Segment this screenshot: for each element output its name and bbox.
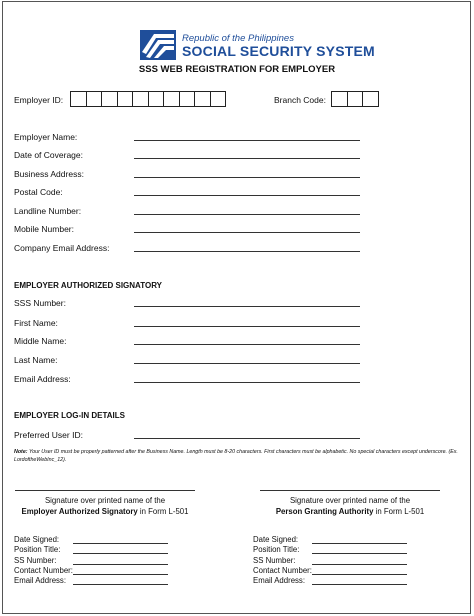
left-date-signed-label: Date Signed: <box>14 535 60 544</box>
employer-id-boxes[interactable] <box>70 91 225 107</box>
left-ss-number-field[interactable] <box>73 564 168 565</box>
signatory-signature-line[interactable] <box>15 490 195 491</box>
left-position-title-label: Position Title: <box>14 545 61 554</box>
login-heading: EMPLOYER LOG-IN DETAILS <box>14 411 125 420</box>
first-name-label: First Name: <box>14 318 58 328</box>
business-address-label: Business Address: <box>14 169 84 179</box>
signatory-caption-bold: Employer Authorized Signatory <box>21 507 138 516</box>
left-ss-number-label: SS Number: <box>14 556 57 565</box>
employer-id-label: Employer ID: <box>14 95 64 105</box>
left-date-signed-field[interactable] <box>73 543 168 544</box>
republic-text: Republic of the Philippines <box>182 33 294 44</box>
agency-name: SOCIAL SECURITY SYSTEM <box>182 43 375 59</box>
right-email-field[interactable] <box>312 584 407 585</box>
right-position-title-field[interactable] <box>312 553 407 554</box>
preferred-user-id-field[interactable] <box>134 438 360 439</box>
right-date-signed-field[interactable] <box>312 543 407 544</box>
right-ss-number-field[interactable] <box>312 564 407 565</box>
branch-code-boxes[interactable] <box>331 91 378 107</box>
mobile-number-field[interactable] <box>134 232 360 233</box>
left-email-label: Email Address: <box>14 576 67 585</box>
note-prefix: Note: <box>14 449 28 455</box>
first-name-field[interactable] <box>134 326 360 327</box>
business-address-field[interactable] <box>134 177 360 178</box>
right-ss-number-label: SS Number: <box>253 556 296 565</box>
mobile-number-label: Mobile Number: <box>14 224 74 234</box>
sss-number-label: SSS Number: <box>14 298 66 308</box>
authority-caption-line1: Signature over printed name of the <box>289 496 411 505</box>
signatory-caption-tail: in Form L-501 <box>137 507 189 516</box>
left-position-title-field[interactable] <box>73 553 168 554</box>
company-email-field[interactable] <box>134 251 360 252</box>
sss-number-field[interactable] <box>134 306 360 307</box>
landline-number-label: Landline Number: <box>14 206 82 216</box>
right-email-label: Email Address: <box>253 576 306 585</box>
date-of-coverage-label: Date of Coverage: <box>14 150 83 160</box>
last-name-label: Last Name: <box>14 355 58 365</box>
preferred-user-id-label: Preferred User ID: <box>14 430 83 440</box>
postal-code-label: Postal Code: <box>14 187 63 197</box>
date-of-coverage-field[interactable] <box>134 158 360 159</box>
employer-name-field[interactable] <box>134 140 360 141</box>
note-text: Your User ID must be properly patterned after the Business Name. Length must be 8-20 characters. First characters must be alphabetic. No special characters except underscore. (Ex. LordoftheWebInc_12). <box>14 449 458 463</box>
authority-signature-line[interactable] <box>260 490 440 491</box>
authority-caption-bold: Person Granting Authority <box>275 507 374 516</box>
middle-name-field[interactable] <box>134 344 360 345</box>
signatory-signature-caption <box>5 495 205 517</box>
left-contact-number-label: Contact Number: <box>14 566 73 575</box>
right-date-signed-label: Date Signed: <box>253 535 299 544</box>
branch-code-label: Branch Code: <box>274 95 326 105</box>
right-contact-number-label: Contact Number: <box>253 566 312 575</box>
left-email-field[interactable] <box>73 584 168 585</box>
signatory-heading: EMPLOYER AUTHORIZED SIGNATORY <box>14 281 163 290</box>
sss-logo-icon <box>140 30 176 60</box>
authority-signature-caption <box>250 495 450 517</box>
signatory-email-label: Email Address: <box>14 374 71 384</box>
middle-name-label: Middle Name: <box>14 336 67 346</box>
login-note <box>14 448 462 464</box>
signatory-caption-line1: Signature over printed name of the <box>44 496 166 505</box>
authority-caption-tail: in Form L-501 <box>373 507 425 516</box>
postal-code-field[interactable] <box>134 195 360 196</box>
last-name-field[interactable] <box>134 363 360 364</box>
landline-number-field[interactable] <box>134 214 360 215</box>
form-title: SSS WEB REGISTRATION FOR EMPLOYER <box>138 64 336 75</box>
right-contact-number-field[interactable] <box>312 574 407 575</box>
employer-name-label: Employer Name: <box>14 132 78 142</box>
company-email-label: Company Email Address: <box>14 243 110 253</box>
signatory-email-field[interactable] <box>134 382 360 383</box>
left-contact-number-field[interactable] <box>73 574 168 575</box>
right-position-title-label: Position Title: <box>253 545 300 554</box>
